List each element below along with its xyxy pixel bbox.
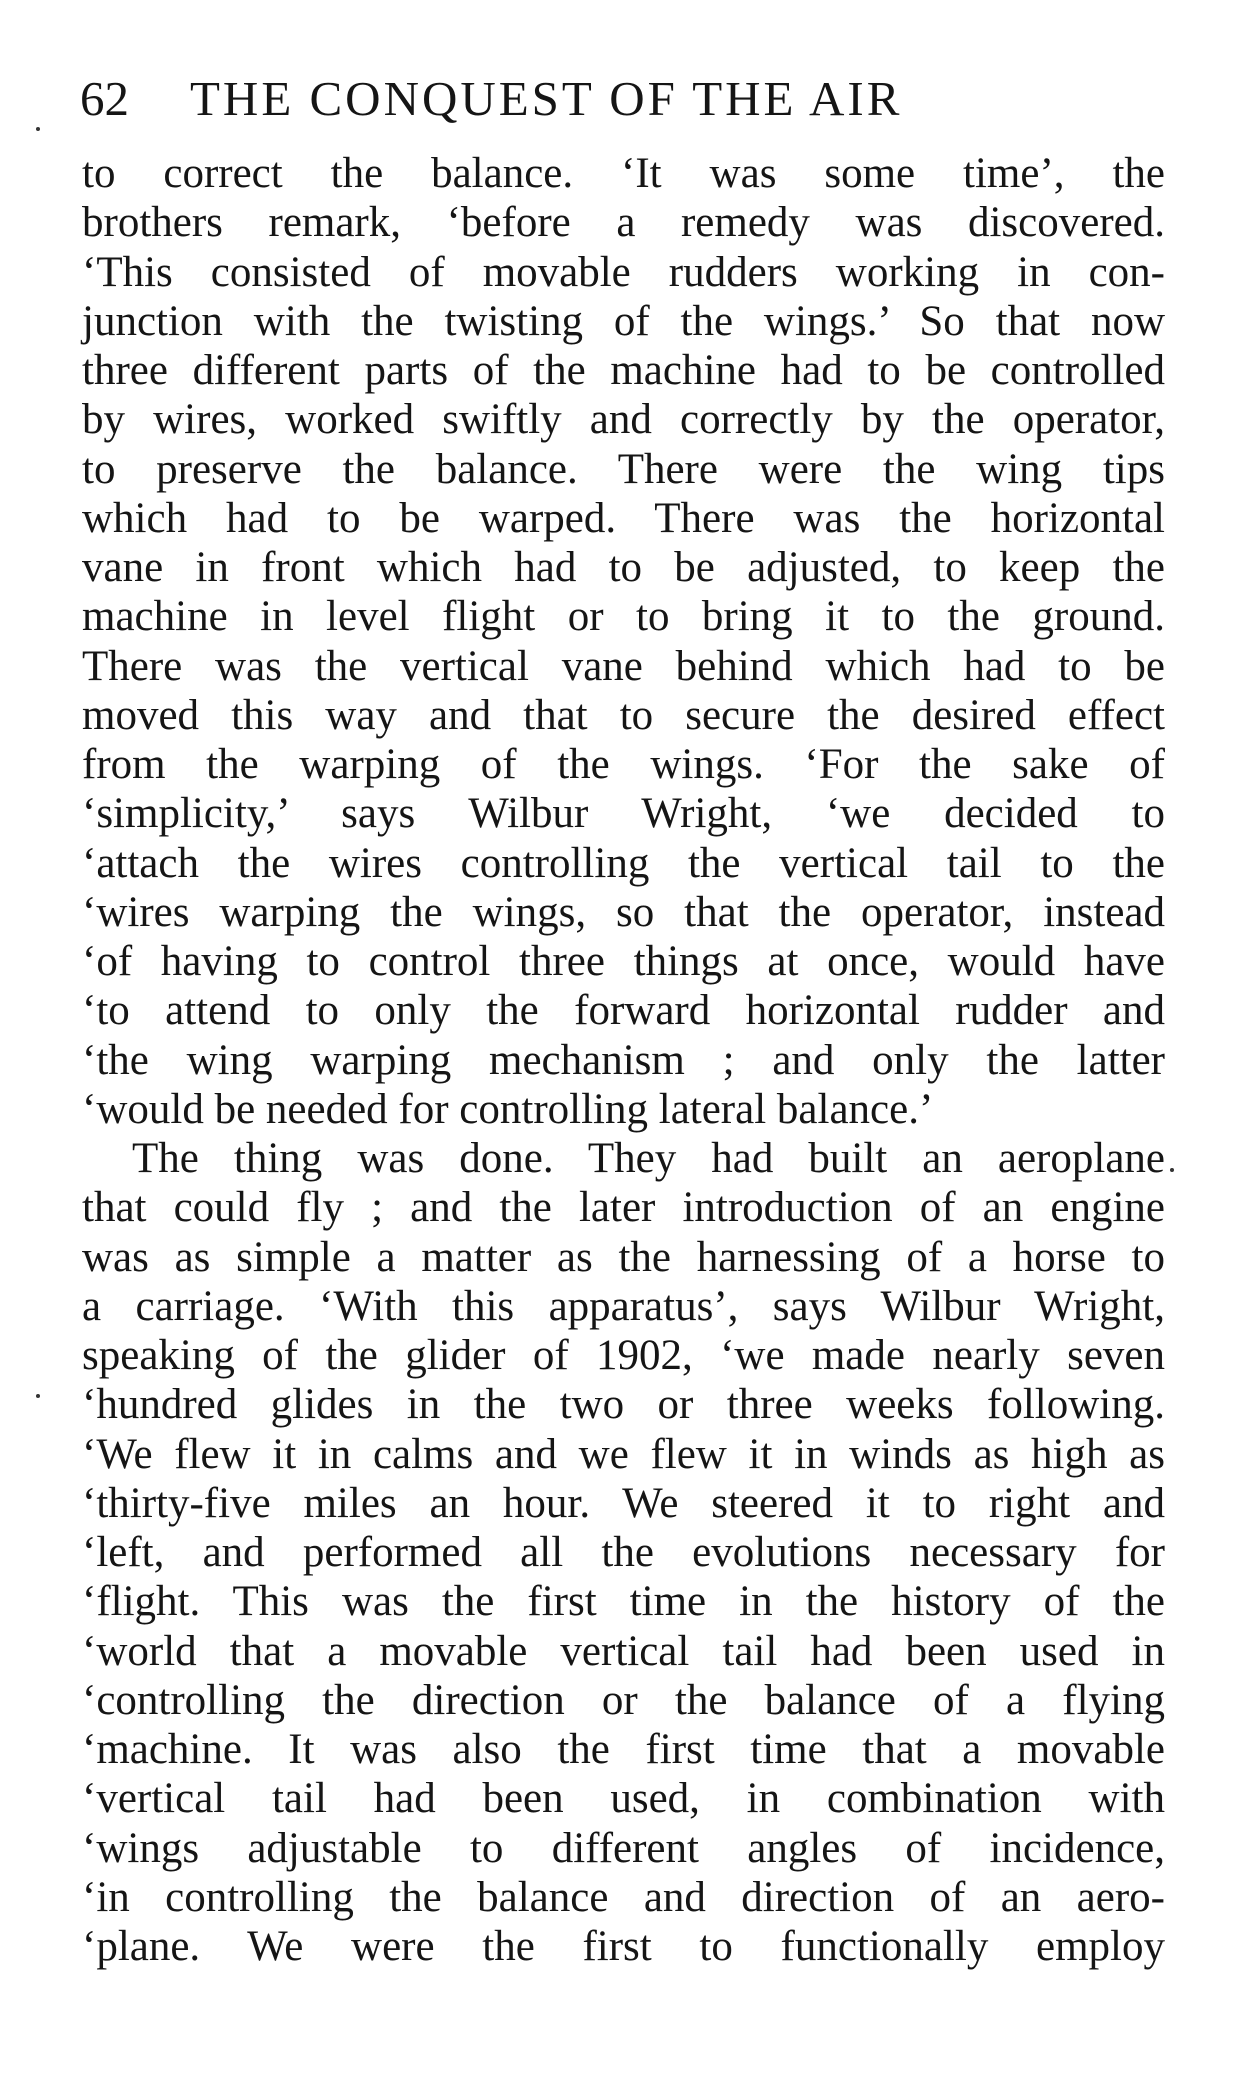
print-speck [1170,1168,1174,1172]
text-line: which had to be warped. There was the horizontal [82,494,1165,542]
text-line: was as simple a matter as the harnessing of a horse to [82,1233,1165,1281]
text-line: vane in front which had to be adjusted, to keep the [82,544,1165,591]
page-number: 62 [80,71,129,126]
print-speck [36,1394,40,1398]
text-line: to correct the balance. ‘It was some time’, the [82,150,1165,197]
text-line: ‘of having to control three things at once, would have [82,938,1165,985]
text-line: by wires, worked swiftly and correctly by the operator, [82,396,1165,444]
text-line: ‘vertical tail had been used, in combination with [82,1775,1165,1823]
text-line: ‘thirty-five miles an hour. We steered it to right and [82,1479,1165,1527]
text-line: ‘left, and performed all the evolutions necessary for [82,1529,1165,1576]
text-line: ‘the wing warping mechanism ; and only the latter [82,1036,1165,1084]
text-line: ‘plane. We were the first to functionally employ [82,1923,1165,1970]
text-line: brothers remark, ‘before a remedy was discovered. [82,199,1165,247]
text-line: ‘simplicity,’ says Wilbur Wright, ‘we decided to [82,790,1165,838]
text-line: ‘world that a movable vertical tail had been used in [82,1627,1165,1675]
print-speck [36,127,40,131]
text-line: ‘to attend to only the forward horizontal rudder and [82,987,1165,1035]
text-line: three different parts of the machine had to be controlled [82,347,1165,394]
text-line: ‘wings adjustable to different angles of incidence, [82,1824,1165,1872]
text-line: ‘flight. This was the first time in the history of the [82,1578,1165,1626]
text-line: ‘machine. It was also the first time that a movable [82,1726,1165,1773]
text-line: junction with the twisting of the wings.’ So that now [82,297,1165,345]
text-line: ‘attach the wires controlling the vertical tail to the [82,839,1165,887]
text-line: to preserve the balance. There were the wing tips [82,445,1165,493]
text-line: ‘wires warping the wings, so that the operator, instead [82,888,1165,936]
text-line: that could fly ; and the later introduction of an engine [82,1184,1165,1232]
running-title: THE CONQUEST OF THE AIR [190,71,903,126]
text-line: ‘in controlling the balance and direction of an aero- [82,1873,1165,1921]
text-line: a carriage. ‘With this apparatus’, says Wilbur Wright, [82,1282,1165,1330]
text-line: There was the vertical vane behind which had to be [82,642,1165,690]
paragraph-last-line: ‘would be needed for controlling lateral balance.’ [82,1085,934,1133]
paragraph-first-line: The thing was done. They had built an aeroplane [132,1135,1165,1182]
body-text [82,149,1165,1971]
text-line: ‘controlling the direction or the balance of a flying [82,1676,1165,1724]
text-line: ‘We flew it in calms and we flew it in winds as high as [82,1430,1165,1478]
text-line: ‘This consisted of movable rudders working in con- [82,248,1165,296]
text-line: moved this way and that to secure the desired effect [82,691,1165,739]
running-head [80,68,1180,130]
text-line: from the warping of the wings. ‘For the sake of [82,741,1165,788]
text-line: speaking of the glider of 1902, ‘we made nearly seven [82,1332,1165,1379]
text-line: machine in level flight or to bring it to the ground. [82,593,1165,641]
text-line: ‘hundred glides in the two or three weeks following. [82,1381,1165,1429]
